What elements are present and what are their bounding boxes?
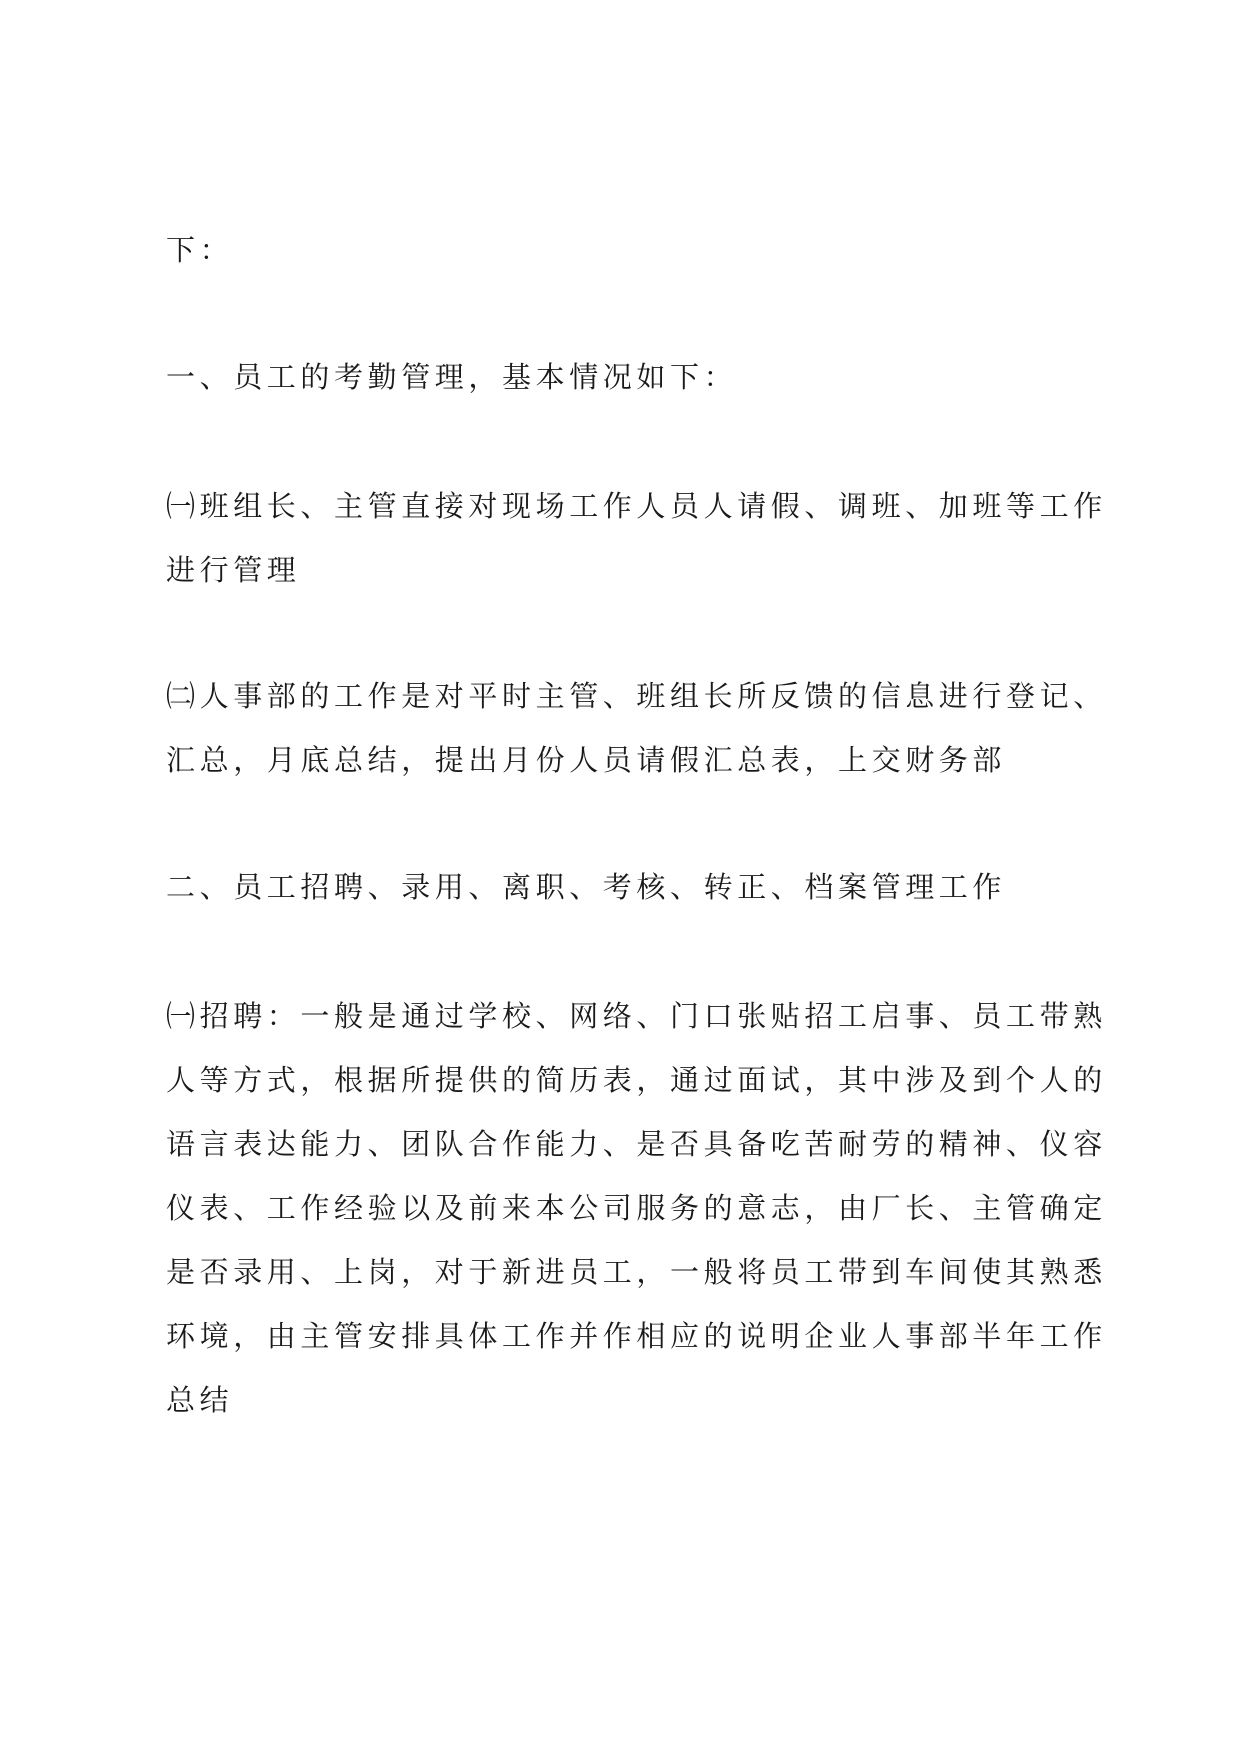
text-line: 环境，由主管安排具体工作并作相应的说明企业人事部半年工作 bbox=[166, 1319, 1107, 1353]
section-heading-attendance bbox=[166, 345, 1086, 409]
text-line: 仪表、工作经验以及前来本公司服务的意志，由厂长、主管确定 bbox=[166, 1191, 1107, 1225]
text-line: 是否录用、上岗，对于新进员工，一般将员工带到车间使其熟悉 bbox=[166, 1255, 1107, 1289]
text-line: 汇总，月底总结，提出月份人员请假汇总表，上交财务部 bbox=[166, 743, 1007, 777]
paragraph-attendance-item-2 bbox=[166, 664, 1107, 792]
text-line: 二、员工招聘、录用、离职、考核、转正、档案管理工作 bbox=[166, 870, 1007, 904]
text-line: ㈠班组长、主管直接对现场工作人员人请假、调班、加班等工作 bbox=[166, 489, 1107, 523]
text-line: 进行管理 bbox=[166, 553, 301, 587]
text-line: 人等方式，根据所提供的简历表，通过面试，其中涉及到个人的 bbox=[166, 1063, 1107, 1097]
paragraph-continuation bbox=[166, 218, 1086, 282]
paragraph-attendance-item-1 bbox=[166, 474, 1107, 602]
text-line: ㈡人事部的工作是对平时主管、班组长所反馈的信息进行登记、 bbox=[166, 679, 1107, 713]
text-line: 语言表达能力、团队合作能力、是否具备吃苦耐劳的精神、仪容 bbox=[166, 1127, 1107, 1161]
text-line: 总结 bbox=[166, 1383, 234, 1417]
text-line: 一、员工的考勤管理，基本情况如下： bbox=[166, 360, 738, 394]
paragraph-recruitment-item-1 bbox=[166, 984, 1107, 1432]
text-line: ㈠招聘：一般是通过学校、网络、门口张贴招工启事、员工带熟 bbox=[166, 999, 1107, 1033]
section-heading-recruitment bbox=[166, 855, 1086, 919]
text-line: 下： bbox=[166, 233, 234, 267]
